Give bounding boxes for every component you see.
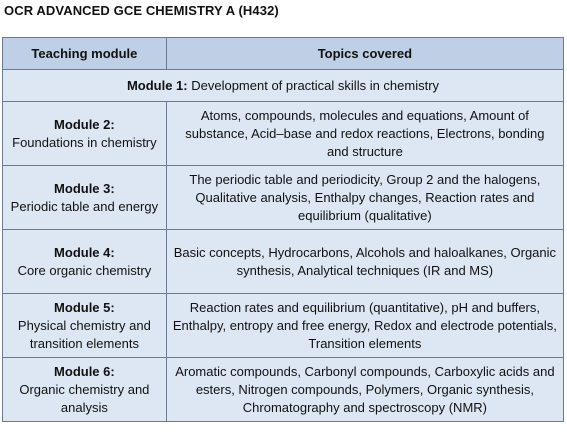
module-1-cell: [3, 70, 564, 102]
modules-table: [2, 37, 564, 422]
module-name: Core organic chemistry: [17, 262, 152, 278]
module-name: Organic chemistry and analysis: [19, 381, 150, 415]
table-row: [3, 294, 564, 358]
module-title: Module 5:: [54, 299, 115, 315]
topics-cell: Basic concepts, Hydrocarbons, Alcohols and haloalkanes, Organic synthesis, Analytical techniques (IR and MS): [166, 230, 563, 294]
module-1-text: Development of practical skills in chemistry: [191, 77, 440, 93]
module-cell: [3, 294, 167, 358]
module-name: Physical chemistry and transition elements: [17, 317, 151, 351]
module-cell: [3, 230, 167, 294]
module-name: Foundations in chemistry: [12, 134, 157, 150]
module-1-label: Module 1:: [126, 77, 188, 93]
module-title: Module 3:: [54, 180, 115, 196]
topics-cell: The periodic table and periodicity, Group 2 and the halogens, Qualitative analysis, Enthalpy changes, Reaction rates and equilibrium (qualitative): [166, 166, 563, 230]
module-cell: [3, 102, 167, 166]
module-cell: [3, 166, 167, 230]
module-title: Module 2:: [54, 116, 115, 132]
header-teaching-module: Teaching module: [3, 38, 167, 70]
topics-cell: Reaction rates and equilibrium (quantitative), pH and buffers, Enthalpy, entropy and free energy, Redox and electrode potentials, Transition elements: [166, 294, 563, 358]
table-row: [3, 230, 564, 294]
topics-cell: Aromatic compounds, Carbonyl compounds, Carboxylic acids and esters, Nitrogen compounds, Polymers, Organic synthesis, Chromatography and spectroscopy (NMR): [166, 358, 563, 422]
table-header-row: [3, 38, 564, 70]
topics-cell: Atoms, compounds, molecules and equations, Amount of substance, Acid–base and redox reactions, Electrons, bonding and structure: [166, 102, 563, 166]
header-topics-covered: Topics covered: [166, 38, 563, 70]
document-title: OCR ADVANCED GCE CHEMISTRY A (H432): [4, 3, 279, 18]
table-row: [3, 102, 564, 166]
module-cell: [3, 358, 167, 422]
table-row: [3, 358, 564, 422]
module-title: Module 4:: [54, 244, 115, 260]
table-row: [3, 166, 564, 230]
module-title: Module 6:: [54, 363, 115, 379]
module-1-row: [3, 70, 564, 102]
module-name: Periodic table and energy: [10, 198, 159, 214]
